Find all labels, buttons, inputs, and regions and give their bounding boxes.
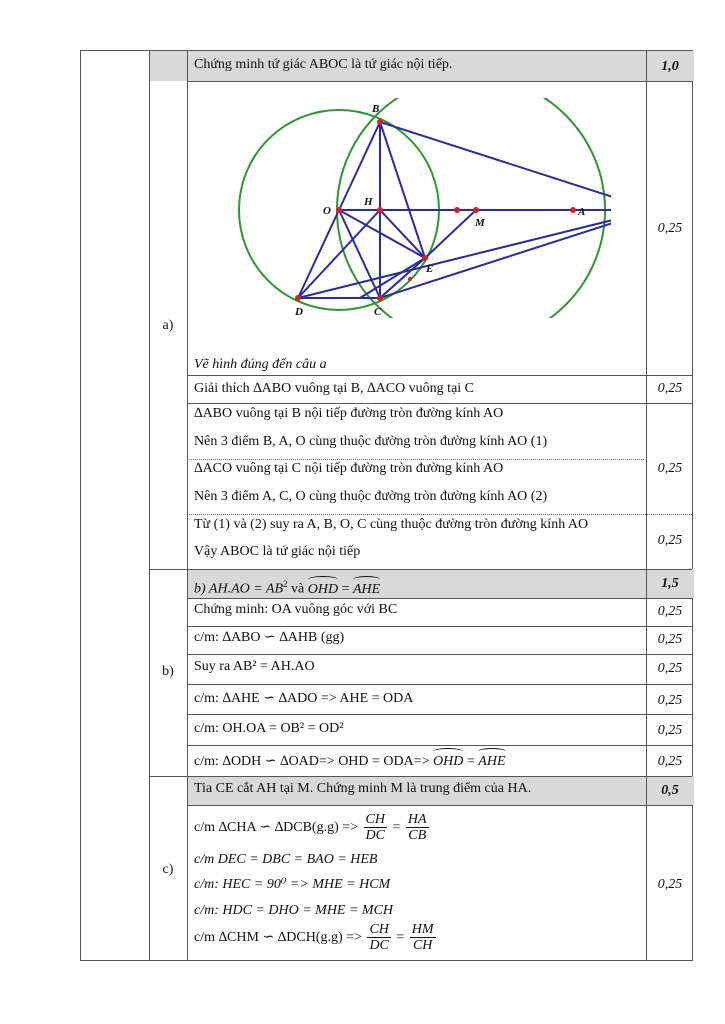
b-row-6-eq: =	[463, 754, 479, 769]
a-row-2: ∆ABO vuông tại B nội tiếp đường tròn đường kính AO	[194, 406, 504, 421]
col-divider-2	[187, 51, 188, 960]
label-m: M	[475, 217, 485, 229]
frac-numerator: CH	[365, 812, 385, 828]
row-line	[187, 805, 692, 806]
frac-numerator: HA	[407, 812, 427, 828]
frac-numerator: HM	[411, 922, 434, 938]
part-b-header-arc2: AHE	[353, 579, 380, 599]
c-line-4: c/m: HDC = DHO = MHE = MCH	[194, 903, 394, 918]
b-row-1: Chứng minh: OA vuông góc với BC	[194, 602, 398, 617]
part-b-header-mid: và	[287, 581, 308, 597]
row-line	[187, 403, 692, 404]
b-row-2-score: 0,25	[657, 632, 683, 647]
figure-score: 0,25	[657, 221, 683, 236]
section-line	[149, 776, 692, 777]
col-divider-3	[646, 51, 647, 960]
circle-diameter-ao	[337, 98, 605, 318]
part-b-header-eq: =	[338, 581, 353, 597]
b-row-5-score: 0,25	[657, 723, 683, 738]
b-row-6	[194, 751, 506, 771]
row-line	[187, 375, 692, 376]
row-line	[187, 514, 692, 515]
figure-caption: Vẽ hình đúng đến câu a	[194, 357, 327, 372]
part-a-header: Chứng minh tứ giác ABOC là tứ giác nội tiếp.	[194, 57, 453, 72]
label-b: B	[372, 103, 380, 115]
a-row-5: Nên 3 điểm A, C, O cùng thuộc đường tròn đường kính AO (2)	[194, 489, 548, 504]
c-line-5-frac-1	[367, 922, 390, 953]
b-row-6-score: 0,25	[657, 754, 683, 769]
a-row-7-score: 0,25	[657, 533, 683, 548]
c-line-5-prefix: c/m ∆CHM ∽ ∆DCH(g.g) =>	[194, 930, 362, 945]
b-row-3-score: 0,25	[657, 661, 683, 676]
row-line	[187, 714, 692, 715]
a-row-1: Giải thích ∆ABO vuông tại B, ∆ACO vuông tại C	[194, 381, 475, 396]
label-a: A	[578, 206, 586, 218]
geometry-figure	[231, 98, 611, 318]
c-line-1-frac-1	[364, 812, 387, 843]
frac-denominator: DC	[369, 938, 389, 954]
part-c-header-score: 0,5	[661, 783, 679, 798]
label-d: D	[295, 306, 303, 318]
a-row-3: Nên 3 điểm B, A, O cùng thuộc đường tròn đường kính AO (1)	[194, 434, 548, 449]
b-row-6-arc2: AHE	[478, 751, 505, 771]
b-row-4-score: 0,25	[657, 693, 683, 708]
label-e: E	[426, 263, 434, 275]
b-row-5: c/m: OH.OA = OB² = OD²	[194, 721, 344, 736]
c-line-1-prefix: c/m ∆CHA ∽ ∆DCB(g.g) =>	[194, 820, 359, 835]
col-divider-1	[149, 51, 150, 960]
row-line	[187, 626, 692, 627]
b-row-6-prefix: c/m: ∆ODH ∽ ∆OAD=> OHD = ODA=>	[194, 754, 434, 769]
part-c-header: Tia CE cắt AH tại M. Chứng minh M là trung điểm của HA.	[194, 781, 532, 796]
part-c-label: c)	[162, 862, 174, 877]
label-c: C	[374, 306, 382, 318]
c-line-1	[194, 811, 431, 847]
a-row-4-score: 0,25	[657, 461, 683, 476]
c-line-3: c/m: HEC = 90⁰ => MHE = HCM	[194, 877, 391, 892]
label-h: H	[364, 196, 373, 208]
part-a-header-score: 1,0	[661, 59, 679, 74]
a-row-1-score: 0,25	[657, 381, 683, 396]
row-line	[187, 684, 692, 685]
frac-denominator: CH	[412, 938, 433, 954]
label-o: O	[323, 205, 331, 217]
row-line	[187, 81, 692, 82]
b-row-6-arc1: OHD	[433, 751, 463, 771]
c-line-5-frac-2	[410, 922, 436, 953]
part-c-score: 0,25	[657, 877, 683, 892]
b-row-4: c/m: ∆AHE ∽ ∆ADO => AHE = ODA	[194, 691, 414, 706]
part-a-label: a)	[162, 318, 174, 333]
c-line-5-eq: =	[396, 930, 405, 945]
c-line-1-eq: =	[392, 820, 401, 835]
b-row-2: c/m: ∆ABO ∽ ∆AHB (gg)	[194, 630, 345, 645]
c-line-5	[194, 921, 438, 957]
part-b-header-score: 1,5	[661, 576, 679, 591]
part-b-header	[194, 575, 380, 599]
row-line	[187, 745, 692, 746]
c-line-1-frac-2	[406, 812, 429, 843]
a-row-4: ∆ACO vuông tại C nội tiếp đường tròn đường kính AO	[194, 461, 504, 476]
answer-table	[80, 50, 693, 961]
part-b-header-arc1: OHD	[308, 579, 338, 599]
part-b-header-prefix: b) AH.AO = AB	[194, 581, 284, 597]
b-row-1-score: 0,25	[657, 604, 683, 619]
c-line-2: c/m DEC = DBC = BAO = HEB	[194, 852, 378, 867]
a-row-6: Từ (1) và (2) suy ra A, B, O, C cùng thuộc đường tròn đường kính AO	[194, 517, 589, 532]
frac-denominator: DC	[365, 828, 385, 844]
part-b-label: b)	[162, 664, 174, 679]
part-b-header-sup: 2	[283, 579, 288, 589]
section-line	[149, 569, 692, 570]
b-row-3: Suy ra AB² = AH.AO	[194, 659, 315, 674]
frac-numerator: CH	[369, 922, 389, 938]
frac-denominator: CB	[408, 828, 427, 844]
row-line	[187, 654, 692, 655]
a-row-7: Vậy ABOC là tứ giác nội tiếp	[194, 544, 361, 559]
